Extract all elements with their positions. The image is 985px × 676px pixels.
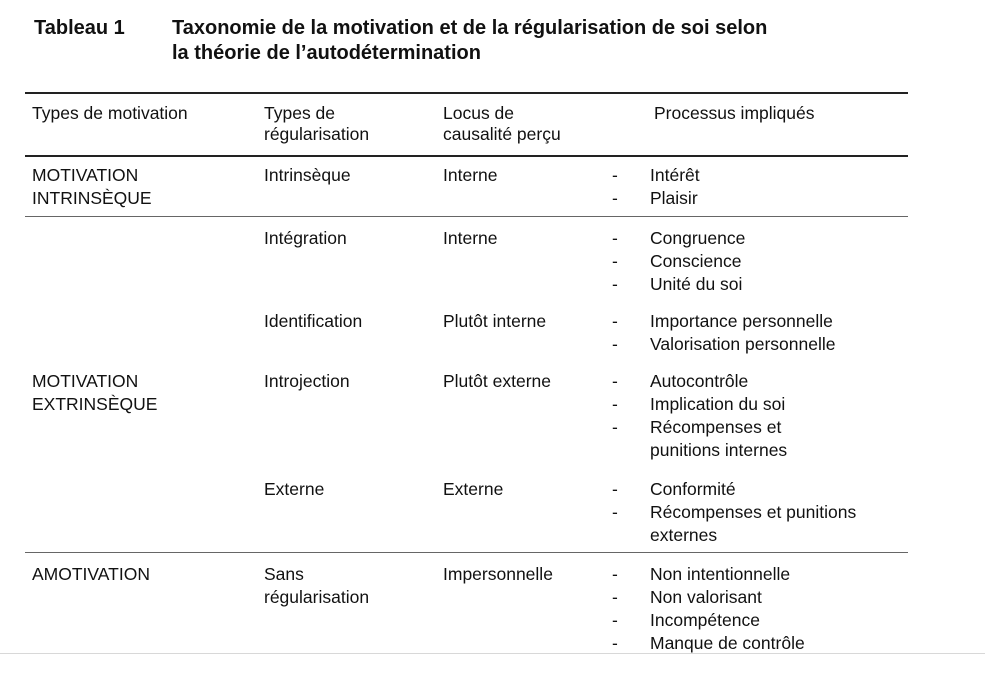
header-processes: Processus impliqués (654, 103, 815, 123)
motivation-intrinsic (32, 164, 152, 210)
header-motivation-types: Types de motivation (32, 103, 188, 123)
locus-cell: Interne (443, 165, 498, 185)
process-item (612, 227, 745, 250)
motivation-extrinsic (32, 370, 157, 416)
process-text: Non valorisant (650, 587, 762, 607)
process-item (612, 563, 805, 586)
process-text: punitions internes (650, 440, 788, 460)
locus-cell: Impersonnelle (443, 564, 553, 584)
list-dash-empty (612, 524, 650, 547)
list-dash: - (612, 251, 618, 271)
process-item (612, 586, 805, 609)
section-divider (25, 216, 908, 217)
regulation-cell: Introjection (264, 371, 350, 391)
list-dash: - (612, 564, 618, 584)
regulation-cell: Externe (264, 479, 325, 499)
process-item (612, 164, 700, 187)
list-dash: - (612, 188, 618, 208)
table-label: Tableau 1 (34, 17, 125, 39)
header-locus-line-1: Locus de (443, 103, 515, 123)
regulation-cell: Intrinsèque (264, 165, 351, 185)
processes-cell (612, 227, 745, 296)
page-bottom-edge (0, 653, 985, 654)
table-title (172, 16, 932, 66)
list-dash-empty (612, 439, 650, 462)
process-item (612, 273, 745, 296)
list-dash: - (612, 165, 618, 185)
list-dash: - (612, 479, 618, 499)
list-dash: - (612, 417, 618, 437)
list-dash: - (612, 334, 618, 354)
process-item (612, 250, 745, 273)
motivation-amotivation: AMOTIVATION (32, 564, 150, 584)
list-dash: - (612, 228, 618, 248)
regulation-line-1: Sans (264, 564, 304, 584)
regulation-cell: Identification (264, 311, 363, 331)
process-item (612, 333, 836, 356)
processes-cell (612, 563, 805, 655)
motivation-intrinsic-line-2: INTRINSÈQUE (32, 188, 152, 208)
header-regulation-types (264, 103, 369, 145)
process-text: Congruence (650, 228, 746, 248)
process-item (612, 501, 856, 524)
header-locus (443, 103, 561, 145)
processes-cell (612, 164, 700, 210)
locus-cell: Plutôt externe (443, 371, 551, 391)
process-text: Non intentionnelle (650, 564, 791, 584)
process-text: Conformité (650, 479, 736, 499)
process-text: Implication du soi (650, 394, 786, 414)
process-text: Incompétence (650, 610, 760, 630)
locus-cell: Plutôt interne (443, 311, 547, 331)
process-text: Plaisir (650, 188, 698, 208)
process-text: Intérêt (650, 165, 700, 185)
list-dash: - (612, 587, 618, 607)
process-item (612, 478, 856, 501)
regulation-line-2: régularisation (264, 587, 370, 607)
process-text: Importance personnelle (650, 311, 833, 331)
processes-cell (612, 310, 836, 356)
process-text: Conscience (650, 251, 742, 271)
process-text: Manque de contrôle (650, 633, 805, 653)
header-bottom-rule (25, 155, 908, 157)
process-text: Récompenses et (650, 417, 782, 437)
list-dash: - (612, 394, 618, 414)
locus-cell: Interne (443, 228, 498, 248)
process-text: externes (650, 525, 718, 545)
process-item (612, 632, 805, 655)
process-item (612, 609, 805, 632)
section-divider (25, 552, 908, 553)
table-top-rule (25, 92, 908, 94)
process-text: Récompenses et punitions (650, 502, 857, 522)
process-item (612, 524, 856, 547)
header-regulation-line-1: Types de (264, 103, 336, 123)
list-dash: - (612, 371, 618, 391)
table-title-line-1: Taxonomie de la motivation et de la régularisation de soi selon (172, 17, 768, 39)
list-dash: - (612, 274, 618, 294)
regulation-cell (264, 563, 369, 609)
process-item (612, 439, 787, 462)
processes-cell (612, 370, 787, 462)
processes-cell (612, 478, 856, 547)
motivation-extrinsic-line-2: EXTRINSÈQUE (32, 394, 158, 414)
process-item (612, 187, 700, 210)
process-text: Autocontrôle (650, 371, 749, 391)
process-item (612, 310, 836, 333)
process-text: Unité du soi (650, 274, 743, 294)
process-text: Valorisation personnelle (650, 334, 836, 354)
header-regulation-line-2: régularisation (264, 124, 370, 144)
list-dash: - (612, 502, 618, 522)
locus-cell: Externe (443, 479, 504, 499)
process-item (612, 370, 787, 393)
motivation-extrinsic-line-1: MOTIVATION (32, 371, 139, 391)
header-locus-line-2: causalité perçu (443, 124, 561, 144)
list-dash: - (612, 610, 618, 630)
process-item (612, 416, 787, 439)
motivation-intrinsic-line-1: MOTIVATION (32, 165, 139, 185)
list-dash: - (612, 311, 618, 331)
list-dash: - (612, 633, 618, 653)
process-item (612, 393, 787, 416)
regulation-cell: Intégration (264, 228, 347, 248)
table-title-line-2: la théorie de l’autodétermination (172, 42, 481, 64)
